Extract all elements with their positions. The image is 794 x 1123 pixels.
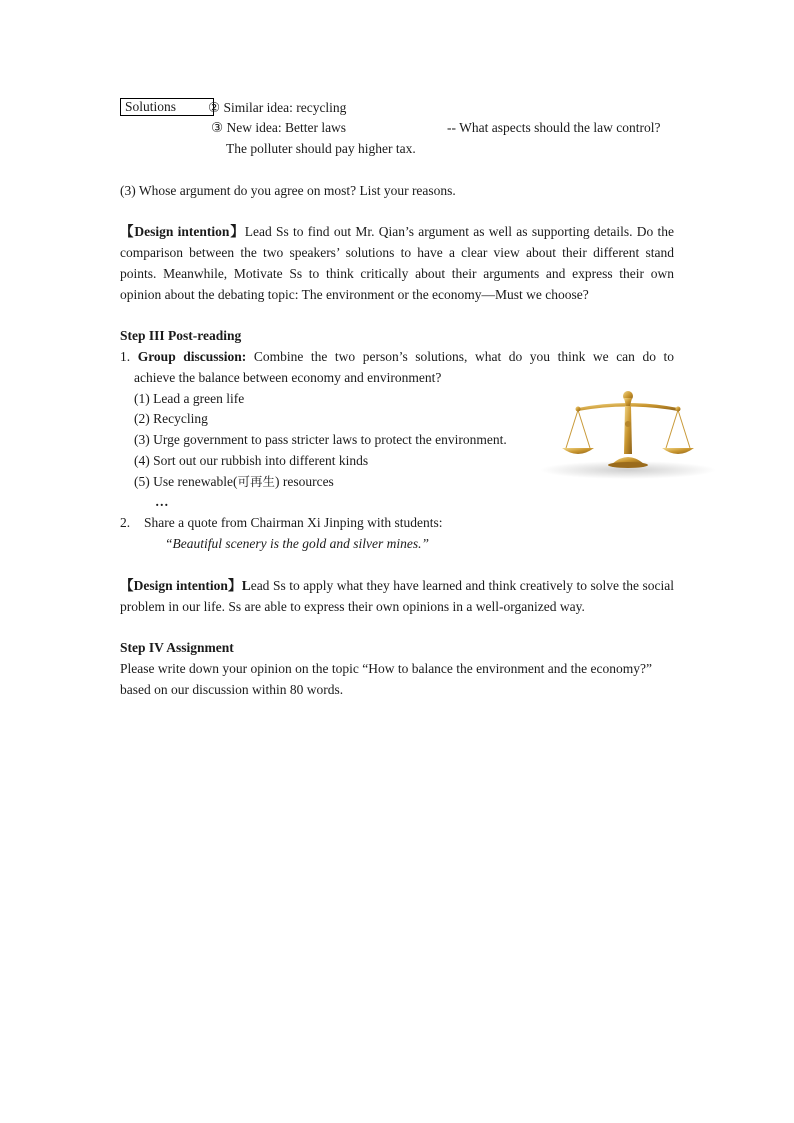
- assignment-line-2: based on our discussion within 80 words.: [120, 682, 344, 697]
- design-intention-2-text: ead Ss to apply what they have learned and think creatively to solve the social problem in our life. Ss are able to express their own opinions in a well-organized way.: [120, 578, 674, 614]
- solution-item-3: ③ New idea: Better laws: [211, 120, 347, 135]
- list-item-3: (3) Urge government to pass stricter laws to protect the environment.: [134, 432, 507, 447]
- solution-item-2: ② Similar idea: recycling: [208, 100, 347, 115]
- step4-heading: Step IV Assignment: [120, 640, 234, 655]
- polluter-tax-line: The polluter should pay higher tax.: [226, 141, 416, 156]
- group-discussion-label: Group discussion:: [137, 349, 247, 364]
- group-discussion-line: 1. Group discussion: Combine the two person’s solutions, what do you think we can do to: [120, 349, 675, 364]
- design-intention-1: [120, 221, 674, 305]
- law-question: -- What aspects should the law control?: [447, 120, 661, 135]
- xi-quote: “Beautiful scenery is the gold and silver mines.”: [165, 536, 429, 551]
- design-intention-2-label: 【Design intention】: [120, 578, 242, 593]
- list-ellipsis: …: [155, 494, 169, 509]
- list-item-5: (5) Use renewable(可再生) resources: [134, 474, 334, 489]
- design-intention-2: 【Design intention】Lead Ss to apply what they have learned and think creatively to solve the social problem in our life. Ss are able to express their own opinions in a well-organized way.: [120, 578, 674, 614]
- design-intention-label: 【Design intention】: [120, 224, 245, 239]
- list-item-1: (1) Lead a green life: [134, 391, 245, 406]
- list-item-4: (4) Sort out our rubbish into different kinds: [134, 453, 369, 468]
- design-intention-text: Lead Ss to find out Mr. Qian’s argument as well as supporting details. Do the comparison between the two speakers’ solutions to have a clear view about their different stand points. Meanwhile, Motivate Ss to think critically about their arguments and express their own opinion about the debating topic: The environment or the economy—Must we choose?: [120, 224, 674, 302]
- list-item-2: (2) Recycling: [134, 411, 208, 426]
- item-2-number: 2.: [120, 515, 131, 530]
- balance-scale-image: [538, 384, 718, 484]
- assignment-line-1: Please write down your opinion on the topic “How to balance the environment and the economy?”: [120, 661, 652, 676]
- solutions-label: Solutions: [125, 99, 177, 114]
- solutions-label-box: [120, 98, 214, 116]
- question-3: (3) Whose argument do you agree on most? List your reasons.: [120, 183, 456, 198]
- share-quote-line: Share a quote from Chairman Xi Jinping with students:: [144, 515, 443, 530]
- step3-heading: Step III Post-reading: [120, 328, 242, 343]
- group-discussion-line2: achieve the balance between economy and environment?: [134, 370, 442, 385]
